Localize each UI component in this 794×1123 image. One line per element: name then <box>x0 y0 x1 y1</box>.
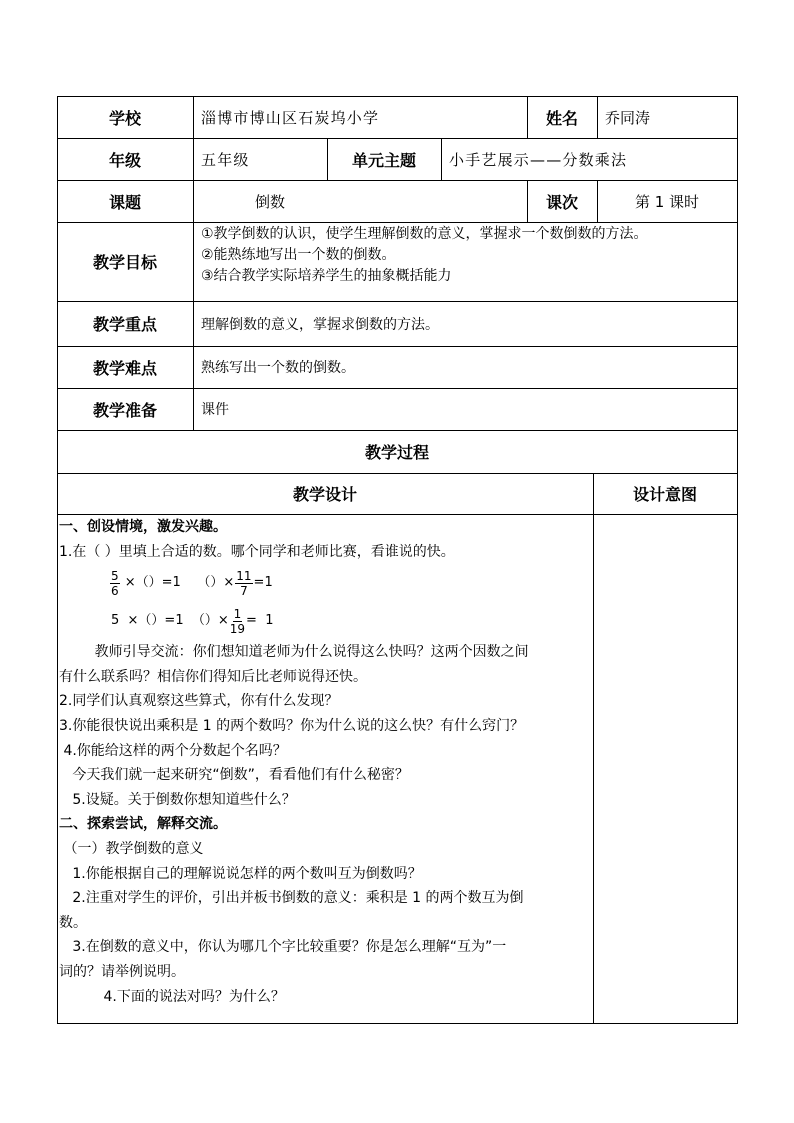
text-line: 4.你能给这样的两个分数起个名吗？ <box>59 742 287 759</box>
difficulty-value: 熟练写出一个数的倒数。 <box>201 360 355 376</box>
session-value: 第 1 课时 <box>634 192 700 211</box>
process-title: 教学过程 <box>364 443 429 462</box>
goal-item: ①教学倒数的认识，使学生理解倒数的意义，掌握求一个数倒数的方法。 <box>201 226 648 242</box>
section-heading: 一、创设情境，激发兴趣。 <box>59 519 227 535</box>
unit-value: 小手艺展示——分数乘法 <box>449 150 628 169</box>
goal-item: ③结合教学实际培养学生的抽象概括能力 <box>201 268 452 284</box>
topic-label: 课题 <box>108 192 141 212</box>
prep-label: 教学准备 <box>92 400 157 420</box>
intent-value <box>593 514 737 1023</box>
name-label: 姓名 <box>545 108 578 128</box>
prep-value: 课件 <box>201 402 229 418</box>
fraction: $\frac{5}{6}$ <box>111 568 119 598</box>
text-line: 有什么联系吗？相信你们得知后比老师说得还快。 <box>59 668 367 685</box>
text-line: 1.在（ ）里填上合适的数。哪个同学和老师比赛，看谁说的快。 <box>59 543 455 560</box>
fraction: $\frac{11}{7}$ <box>236 568 252 598</box>
topic-value: 倒数 <box>255 192 286 211</box>
equation-row: $\frac{5}{6}$ ×（）=1 （）× $\frac{11}{7}$ =1 <box>111 568 273 598</box>
focus-label: 教学重点 <box>92 315 157 334</box>
text-line: 4.下面的说法对吗？为什么？ <box>59 988 285 1005</box>
text-line: 今天我们就一起来研究“倒数”，看看他们有什么秘密？ <box>59 767 409 784</box>
text-line: 1.你能根据自己的理解说说怎样的两个数叫互为倒数吗？ <box>59 865 422 882</box>
text-line: 2.同学们认真观察这些算式，你有什么发现？ <box>59 693 339 710</box>
text-line: （一）教学倒数的意义 <box>59 840 204 857</box>
session-label: 课次 <box>545 192 578 212</box>
intent-column-header: 设计意图 <box>632 485 697 504</box>
goals-label: 教学目标 <box>92 253 157 272</box>
goal-item: ②能熟练地写出一个数的倒数。 <box>201 247 396 263</box>
lesson-plan-table <box>57 96 738 1024</box>
school-label: 学校 <box>108 108 141 128</box>
text-line: 3.在倒数的意义中，你认为哪几个字比较重要？你是怎么理解“互为”一 <box>59 939 507 956</box>
text-line: 5.设疑。关于倒数你想知道些什么？ <box>59 791 296 808</box>
grade-label: 年级 <box>108 150 141 170</box>
design-column-header: 教学设计 <box>292 485 357 504</box>
text-line: 词的？请举例说明。 <box>59 963 185 980</box>
unit-label: 单元主题 <box>351 150 416 170</box>
equation-row: 5 ×（）=1 （）× $\frac{1}{19}$ = 1 <box>111 606 274 636</box>
goals-list <box>201 224 731 287</box>
school-value: 淄博市博山区石炭坞小学 <box>201 108 380 127</box>
difficulty-label: 教学难点 <box>92 358 157 378</box>
fraction: $\frac{1}{19}$ <box>229 606 246 636</box>
teaching-design-content <box>59 515 589 1009</box>
focus-value: 理解倒数的意义，掌握求倒数的方法。 <box>201 316 439 333</box>
text-line: 教师引导交流：你们想知道老师为什么说得这么快吗？这两个因数之间 <box>59 644 529 661</box>
grade-value: 五年级 <box>201 150 250 169</box>
text-line: 2.注重对学生的评价，引出并板书倒数的意义：乘积是 1 的两个数互为倒 <box>59 890 524 907</box>
name-value: 乔同涛 <box>605 108 651 127</box>
text-line: 数。 <box>59 914 87 931</box>
section-heading: 二、探索尝试，解释交流。 <box>59 816 227 833</box>
text-line: 3.你能很快说出乘积是 1 的两个数吗？你为什么说的这么快？有什么窍门？ <box>59 717 525 734</box>
